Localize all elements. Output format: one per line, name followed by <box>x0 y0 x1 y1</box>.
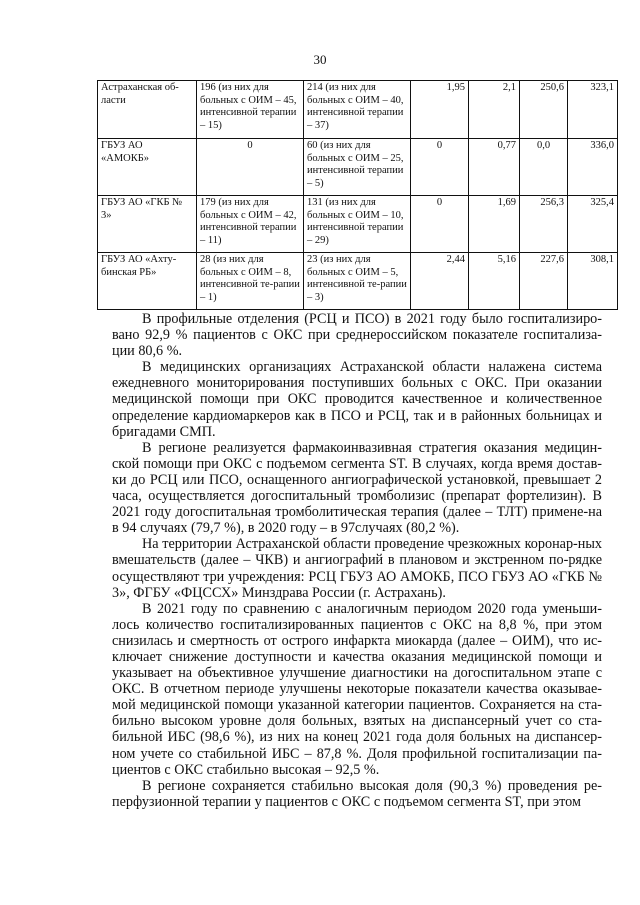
table-cell: 179 (из них для больных с ОИМ – 42, интенсивной терапии – 11) <box>197 196 304 253</box>
table-cell: 60 (из них для больных с ОИМ – 25, интенсивной терапии – 5) <box>304 139 411 196</box>
table-cell-org: ГБУЗ АО «АМОКБ» <box>98 139 197 196</box>
paragraph: В регионе реализуется фармакоинвазивная стратегия оказания медицин-ской помощи при ОКС с подъемом сегмента ST. В случаях, когда время достав-ки до РСЦ или ПСО, оснащенного ангиографической установкой, превышает 2 часа, осуществляется догоспитальный тромболизис (препарат фортелизин). В 2021 году догоспитальная тромболитическая терапия (далее – ТЛТ) примене-на в 94 случаях (79,7 %), в 2020 году – в 97случаях (80,2 %). <box>112 439 602 537</box>
table-row <box>98 81 618 139</box>
table-cell: 2,44 <box>411 253 469 310</box>
paragraph: На территории Астраханской области проведение чрезкожных коронар-ных вмешательств (далее – ЧКВ) и ангиографий в плановом и экстренном по-рядке осуществляют три учреждения: РСЦ ГБУЗ АО АМОКБ, ПСО ГБУЗ АО «ГКБ № 3», ФГБУ «ФЦССХ» Минздрава России (г. Астрахань). <box>112 536 602 601</box>
table-cell: 2,1 <box>469 81 520 139</box>
table-cell-org: ГБУЗ АО «Ахту-бинская РБ» <box>98 253 197 310</box>
table-cell: 0 <box>411 196 469 253</box>
paragraph: В медицинских организациях Астраханской области налажена система ежедневного мониторирования поступивших больных с ОКС. При оказании медицинской помощи при ОКС проводится качественное и количественное определение кардиомаркеров как в ПСО и РСЦ, так и в районных больницах и бригадами СМП. <box>112 359 602 440</box>
table-cell: 0 <box>411 139 469 196</box>
table-cell: 256,3 <box>520 196 568 253</box>
statistics-table <box>97 80 618 310</box>
table-cell: 28 (из них для больных с ОИМ – 8, интенсивной те-рапии – 1) <box>197 253 304 310</box>
paragraph: В 2021 году по сравнению с аналогичным периодом 2020 года уменьши-лось количество госпитализированных пациентов с ОКС на 8,8 %, при этом снизилась и смертность от острого инфаркта миокарда (далее – ОИМ), что ис-ключает снижение доступности и качества оказания медицинской помощи и указывает на объективное улучшение диагностики на догоспитальном этапе с ОКС. В отчетном периоде улучшены некоторые показатели качества оказывае-мой медицинской помощи указанной категории пациентов. Сохраняется на ста-бильно высоком уровне доля больных, взятых на диспансерный учет со ста-бильной ИБС (98,6 %), из них на конец 2021 года доля больных на диспансер-ном учете со стабильной ИБС – 87,8 %. Доля профильной госпитализации па-циентов с ОКС стабильно высокая – 92,5 %. <box>112 600 602 778</box>
table-cell: 131 (из них для больных с ОИМ – 10, интенсивной терапии – 29) <box>304 196 411 253</box>
body-text <box>112 311 602 810</box>
table-cell: 5,16 <box>469 253 520 310</box>
table-cell: 1,95 <box>411 81 469 139</box>
table-cell-org: ГБУЗ АО «ГКБ № 3» <box>98 196 197 253</box>
table-cell-org: Астраханская об-ласти <box>98 81 197 139</box>
table-row <box>98 139 618 196</box>
table-row <box>98 196 618 253</box>
table-cell: 0 <box>197 139 304 196</box>
table-cell: 0,77 <box>469 139 520 196</box>
table-cell: 196 (из них для больных с ОИМ – 45, интенсивной терапии – 15) <box>197 81 304 139</box>
table-row <box>98 253 618 310</box>
table-cell: 214 (из них для больных с ОИМ – 40, интенсивной терапии – 37) <box>304 81 411 139</box>
table-cell: 0,0 <box>520 139 568 196</box>
table-cell: 308,1 <box>568 253 618 310</box>
table-cell: 325,4 <box>568 196 618 253</box>
paragraph: В регионе сохраняется стабильно высокая доля (90,3 %) проведения ре-перфузионной терапии у пациентов с ОКС с подъемом сегмента ST, при этом <box>112 777 602 810</box>
paragraph: В профильные отделения (РСЦ и ПСО) в 2021 году было госпитализиро-вано 92,9 % пациентов с ОКС при среднероссийском показателе госпитализа-ции 80,6 %. <box>112 311 602 360</box>
table-cell: 227,6 <box>520 253 568 310</box>
table-cell: 336,0 <box>568 139 618 196</box>
table-cell: 250,6 <box>520 81 568 139</box>
page-number: 30 <box>313 52 327 67</box>
table-cell: 23 (из них для больных с ОИМ – 5, интенсивной те-рапии – 3) <box>304 253 411 310</box>
table-cell: 1,69 <box>469 196 520 253</box>
table-cell: 323,1 <box>568 81 618 139</box>
